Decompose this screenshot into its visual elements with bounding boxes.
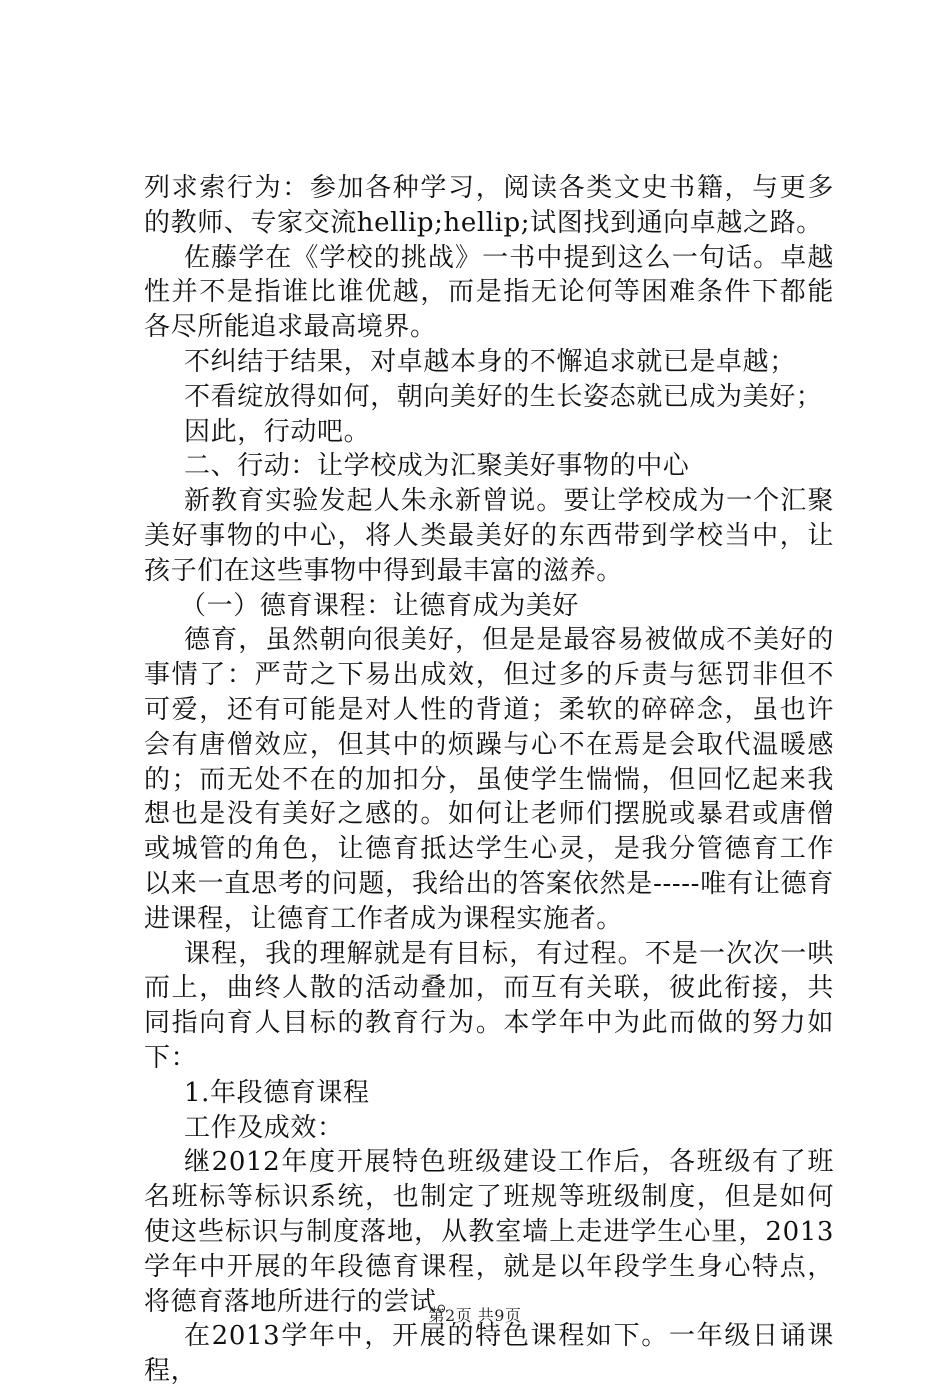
section-heading-action: 二、行动：让学校成为汇聚美好事物的中心	[184, 451, 690, 482]
paragraph-excellence-line: 不纠结于结果，对卓越本身的不懈追求就已是卓越；	[184, 346, 796, 377]
paragraph-sato-quote: 佐藤学在《学校的挑战》一书中提到这么一句话。卓越性并不是指谁比谁优越，而是指无论何等困难条件下都能各尽所能追求最高境界。	[144, 242, 834, 343]
item-heading-grade-course: 1.年段德育课程	[184, 1077, 370, 1108]
paragraph-continuation: 列求索行为：参加各种学习，阅读各类文史书籍，与更多的教师、专家交流hellip;hellip;试图找到通向卓越之路。	[144, 173, 834, 238]
paragraph-course-definition: 课程，我的理解就是有目标，有过程。不是一次次一哄而上，曲终人散的活动叠加，而互有关联，彼此衔接，共同指向育人目标的教育行为。本学年中为此而做的努力如下：	[144, 938, 834, 1073]
paragraph-moral-education: 德育，虽然朝向很美好，但是是最容易被做成不美好的事情了：严苛之下易出成效，但过多的斥责与惩罚非但不可爱，还有可能是对人性的背道；柔软的碎碎念，虽也许会有唐僧效应，但其中的烦躁与心不在焉是会取代温暖感的；而无处不在的加扣分，虽使学生惴惴，但回忆起来我想也是没有美好之感的。如何让老师们摆脱或暴君或唐僧或城管的角色，让德育抵达学生心灵，是我分管德育工作以来一直思考的问题，我给出的答案依然是-----唯有让德育进课程，让德育工作者成为课程实施者。	[144, 625, 834, 934]
document-body	[144, 171, 834, 1389]
paragraph-featured-courses: 在2013学年中，开展的特色课程如下。一年级日诵课程，	[144, 1321, 834, 1387]
item-label-work-results: 工作及成效：	[184, 1112, 344, 1143]
paragraph-action-line: 因此，行动吧。	[184, 416, 371, 447]
paragraph-zhu-yongxin: 新教育实验发起人朱永新曾说。要让学校成为一个汇聚美好事物的中心，将人类最美好的东西带到学校当中，让孩子们在这些事物中得到最丰富的滋养。	[144, 486, 834, 586]
subsection-heading-moral-course: （一）德育课程：让德育成为美好	[180, 590, 580, 621]
paragraph-beauty-line: 不看绽放得如何，朝向美好的生长姿态就已成为美好；	[184, 381, 823, 412]
paragraph-class-building: 继2012年度开展特色班级建设工作后，各班级有了班名班标等标识系统，也制定了班规等班级制度，但是如何使这些标识与制度落地，从教室墙上走进学生心里，2013学年中开展的年段德育课程，就是以年段学生身心特点，将德育落地所进行的尝试。	[144, 1147, 834, 1317]
page-footer: 第2页 共9页	[428, 1306, 522, 1325]
